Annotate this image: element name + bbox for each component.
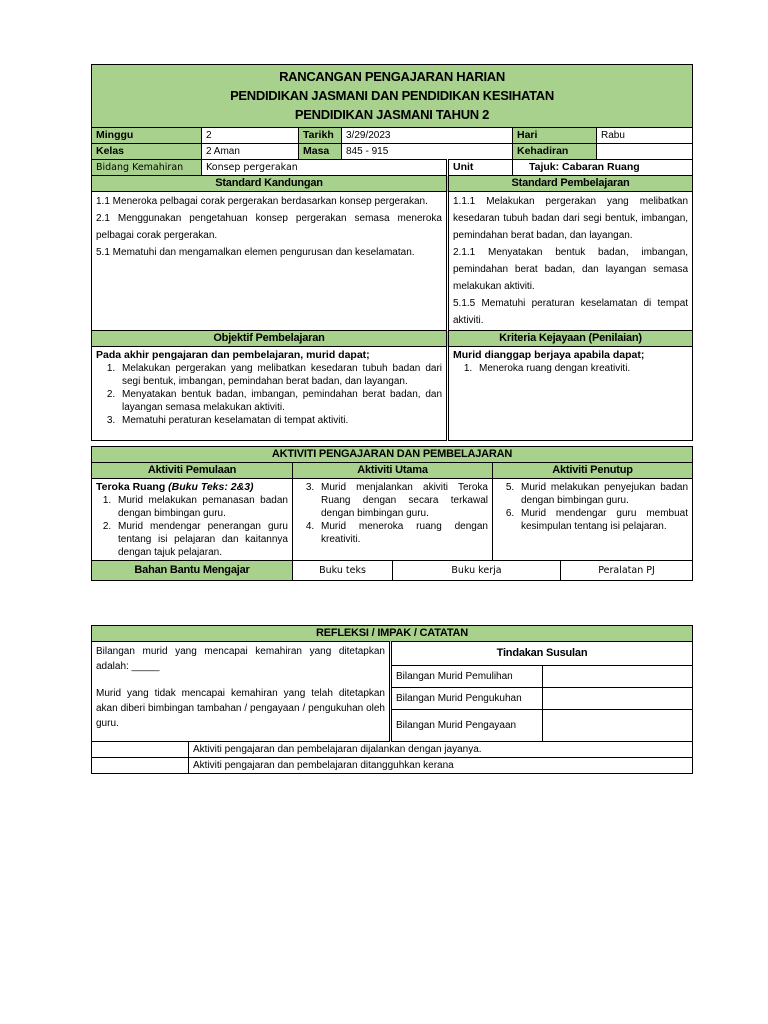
reflection-text-achieved: Bilangan murid yang mencapai kemahiran yang ditetapkan adalah: _____: [96, 646, 385, 672]
hari-label: Hari: [513, 128, 597, 144]
status-success: Aktiviti pengajaran dan pembelajaran dijalankan dengan jayanya.: [189, 742, 693, 758]
sk-item: 5.1 Mematuhi dan mengamalkan elemen pengurusan dan keselamatan.: [96, 247, 415, 258]
kehadiran-value: [597, 144, 693, 160]
penutup-item: 6. Murid mendengar guru membuat kesimpulan tentang isi pelajaran.: [517, 507, 688, 533]
tarikh-label: Tarikh: [299, 128, 342, 144]
sp-item: 2.1.1 Menyatakan bentuk badan, imbangan, pemindahan berat badan, dan layangan semasa melakukan aktiviti.: [453, 247, 689, 292]
unit-label: Unit: [448, 160, 513, 176]
title-line-1: RANCANGAN PENGAJARAN HARIAN: [279, 69, 505, 84]
bbm-item-buku-teks: Buku teks: [293, 561, 393, 581]
objektif-item: 1. Melakukan pergerakan yang melibatkan kesedaran tubuh badan dari segi bentuk, imbangan, pemindahan berat badan, dan layangan.: [118, 362, 442, 388]
sk-item: 1.1 Meneroka pelbagai corak pergerakan berdasarkan konsep pergerakan.: [96, 196, 428, 207]
objektif-intro: Pada akhir pengajaran dan pembelajaran, murid dapat;: [96, 349, 370, 361]
lesson-plan-section: [91, 64, 692, 441]
activities-section: [91, 446, 692, 581]
masa-value: 845 - 915: [342, 144, 513, 160]
kriteria-item: 1. Meneroka ruang dengan kreativiti.: [475, 362, 688, 375]
pengukuhan-value: [543, 688, 693, 710]
standard-kandungan-header: Standard Kandungan: [92, 176, 448, 192]
sp-item: 1.1.1 Melakukan pergerakan yang melibatkan kesedaran tubuh badan dari segi bentuk, imbangan, pemindahan berat badan, dan layangan.: [453, 196, 689, 241]
reflection-title: REFLEKSI / IMPAK / CATATAN: [92, 626, 693, 642]
pengayaan-label: Bilangan Murid Pengayaan: [391, 710, 543, 742]
penutup-content: [493, 479, 693, 561]
objektif-header: Objektif Pembelajaran: [92, 331, 448, 347]
objektif-list: [96, 362, 442, 427]
pemulaan-title: Teroka Ruang: [96, 481, 166, 493]
lesson-plan-table: [91, 64, 693, 441]
activities-table: [91, 446, 693, 581]
utama-header: Aktiviti Utama: [293, 463, 493, 479]
tajuk-field: Tajuk: Cabaran Ruang: [513, 160, 693, 176]
hari-value: Rabu: [597, 128, 693, 144]
document-title: [92, 65, 693, 128]
utama-list: [297, 481, 488, 546]
kriteria-intro: Murid dianggap berjaya apabila dapat;: [453, 349, 645, 361]
reflection-section: [91, 625, 692, 774]
bidang-kemahiran-label: Bidang Kemahiran: [92, 160, 202, 176]
utama-item: 3. Murid menjalankan akiviti Teroka Ruang dengan secara terkawal dengan bimbingan guru.: [317, 481, 488, 520]
utama-content: [293, 479, 493, 561]
kriteria-content: [448, 347, 693, 441]
reflection-text-not-achieved: Murid yang tidak mencapai kemahiran yang telah ditetapkan akan diberi bimbingan tambahan / pengayaan / pengukuhan oleh guru.: [96, 688, 385, 729]
kriteria-header: Kriteria Kejayaan (Penilaian): [448, 331, 693, 347]
utama-item: 4. Murid meneroka ruang dengan kreativiti.: [317, 520, 488, 546]
pemulaan-list: [96, 494, 288, 559]
status-postponed: Aktiviti pengajaran dan pembelajaran ditangguhkan kerana: [189, 758, 693, 774]
standard-pembelajaran-content: [448, 192, 693, 331]
pengukuhan-label: Bilangan Murid Pengukuhan: [391, 688, 543, 710]
bidang-kemahiran-value: Konsep pergerakan: [202, 160, 448, 176]
tarikh-value: 3/29/2023: [342, 128, 513, 144]
pemulihan-label: Bilangan Murid Pemulihan: [391, 666, 543, 688]
penutup-item: 5. Murid melakukan penyejukan badan dengan bimbingan guru.: [517, 481, 688, 507]
kelas-label: Kelas: [92, 144, 202, 160]
masa-label: Masa: [299, 144, 342, 160]
bbm-item-buku-kerja: Buku kerja: [393, 561, 561, 581]
standard-kandungan-content: [92, 192, 448, 331]
status-checkbox-cell: [92, 758, 189, 774]
pemulaan-header: Aktiviti Pemulaan: [92, 463, 293, 479]
kelas-value: 2 Aman: [202, 144, 299, 160]
objektif-item: 2. Menyatakan bentuk badan, imbangan, pemindahan berat badan, dan layangan semasa melakukan aktiviti.: [118, 388, 442, 414]
pengayaan-value: [543, 710, 693, 742]
activities-title: AKTIVITI PENGAJARAN DAN PEMBELAJARAN: [92, 447, 693, 463]
pemulaan-item: 2. Murid mendengar penerangan guru tentang isi pelajaran dan kaitannya dengan tajuk pelajaran.: [114, 520, 288, 559]
standard-pembelajaran-header: Standard Pembelajaran: [448, 176, 693, 192]
bbm-item-peralatan-pj: Peralatan PJ: [561, 561, 693, 581]
bbm-label: Bahan Bantu Mengajar: [92, 561, 293, 581]
title-line-2: PENDIDIKAN JASMANI DAN PENDIDIKAN KESIHATAN: [230, 88, 554, 103]
minggu-value: 2: [202, 128, 299, 144]
minggu-label: Minggu: [92, 128, 202, 144]
status-checkbox-cell: [92, 742, 189, 758]
pemulihan-value: [543, 666, 693, 688]
pemulaan-ref: (Buku Teks: 2&3): [168, 481, 254, 493]
kehadiran-label: Kehadiran: [513, 144, 597, 160]
title-line-3: PENDIDIKAN JASMANI TAHUN 2: [294, 107, 490, 122]
sp-item: 5.1.5 Mematuhi peraturan keselamatan di tempat aktiviti.: [453, 298, 689, 326]
pemulaan-content: [92, 479, 293, 561]
kriteria-list: [453, 362, 688, 375]
reflection-notes: [92, 642, 391, 742]
penutup-list: [497, 481, 688, 533]
objektif-content: [92, 347, 448, 441]
pemulaan-item: 1. Murid melakukan pemanasan badan dengan bimbingan guru.: [114, 494, 288, 520]
objektif-item: 3. Mematuhi peraturan keselamatan di tempat aktiviti.: [118, 414, 442, 427]
pemulaan-heading: [96, 481, 288, 494]
reflection-table: [91, 625, 693, 774]
sk-item: 2.1 Menggunakan pengetahuan konsep pergerakan semasa meneroka pelbagai corak pergerakan.: [96, 213, 442, 241]
tindakan-susulan-header: Tindakan Susulan: [391, 642, 693, 666]
penutup-header: Aktiviti Penutup: [493, 463, 693, 479]
